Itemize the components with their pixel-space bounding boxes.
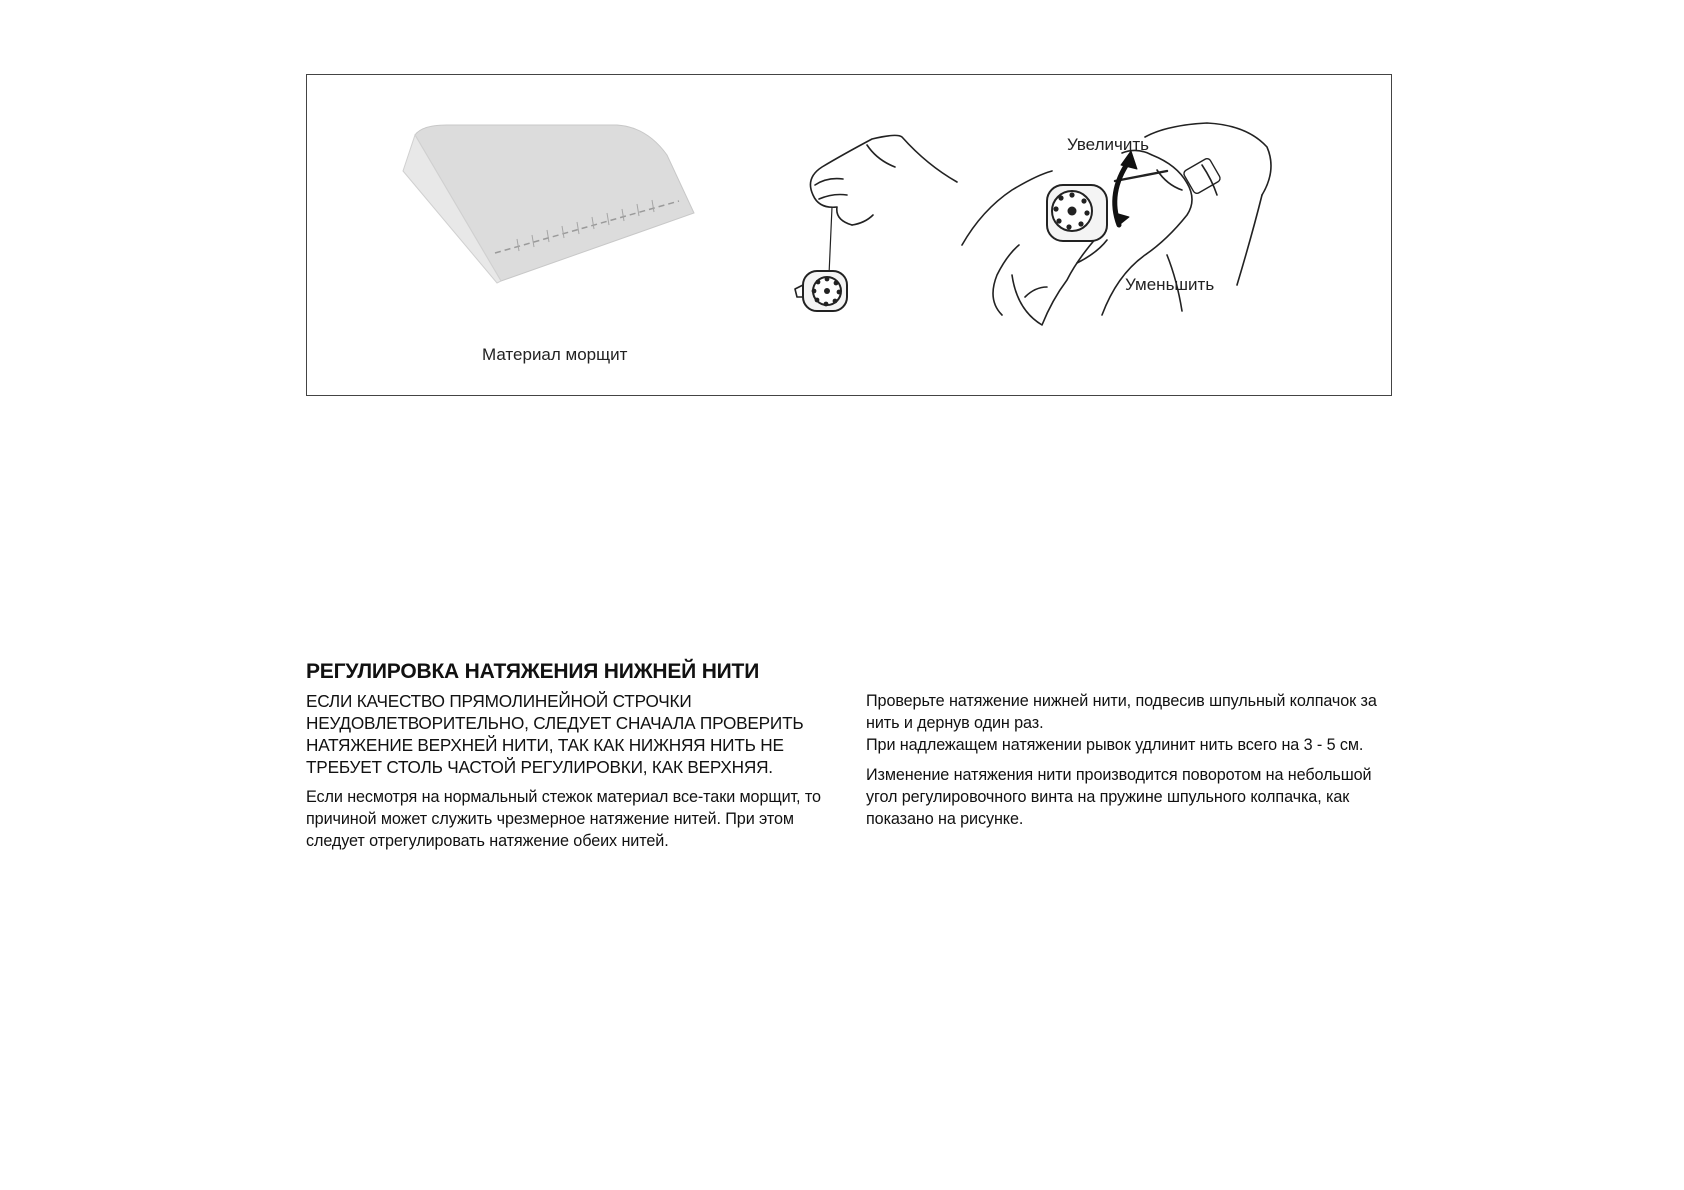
- decrease-label: Уменьшить: [1125, 275, 1215, 294]
- adjust-screw-paragraph: Изменение натяжения нити производится поворотом на небольшой угол регулировочного винта на пружине шпульного колпачка, как показано на рисунке.: [866, 766, 1372, 828]
- section-title: РЕГУЛИРОВКА НАТЯЖЕНИЯ НИЖНЕЙ НИТИ: [306, 660, 760, 683]
- puckered-fabric-illustration: [403, 125, 694, 283]
- increase-label: Увеличить: [1067, 135, 1149, 154]
- right-text-column: [866, 690, 1396, 830]
- puckering-cause-paragraph: Если несмотря на нормальный стежок материал все-таки морщит, то причиной может служить чрезмерное натяжение нитей. При этом следует отрегулировать натяжение обеих нитей.: [306, 788, 821, 850]
- left-text-column: [306, 690, 836, 852]
- hand-holding-bobbin-illustration: [795, 135, 957, 311]
- puckered-fabric-caption: Материал морщит: [482, 345, 628, 364]
- check-tension-paragraph: Проверьте натяжение нижней нити, подвесив шпульный колпачок за нить и дернув один раз.: [866, 692, 1377, 732]
- uppercase-intro-paragraph: ЕСЛИ КАЧЕСТВО ПРЯМОЛИНЕЙНОЙ СТРОЧКИ НЕУДОВЛЕТВОРИТЕЛЬНО, СЛЕДУЕТ СНАЧАЛА ПРОВЕРИТЬ НАТЯЖЕНИЕ ВЕРХНЕЙ НИТИ, ТАК КАК НИЖНЯЯ НИТЬ НЕ ТРЕБУЕТ СТОЛЬ ЧАСТОЙ РЕГУЛИРОВКИ, КАК ВЕРХНЯЯ.: [306, 691, 804, 777]
- proper-tension-paragraph: При надлежащем натяжении рывок удлинит нить всего на 3 - 5 см.: [866, 736, 1364, 754]
- illustration-frame: [306, 74, 1392, 396]
- illustration-svg: [307, 75, 1391, 395]
